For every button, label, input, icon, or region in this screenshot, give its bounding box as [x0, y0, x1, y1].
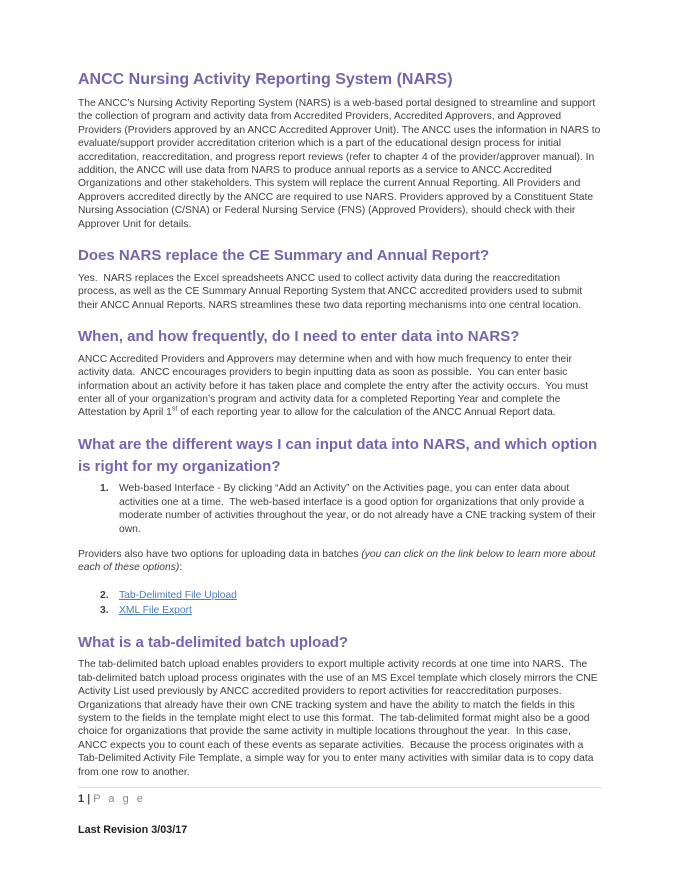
section-title-when: When, and how frequently, do I need to enter data into NARS?: [78, 328, 520, 346]
xml-file-export-link[interactable]: XML File Export: [119, 605, 192, 617]
list-item-tab-delimited: [78, 589, 601, 602]
list-number-1: 1.: [100, 483, 109, 495]
list-item-1-text: Web-based Interface - By clicking “Add an Activity” on the Activities page, you can enter data about activities one at a time. The web-based interface is a good option for organizations that only provide a moderate number of activities throughout the year, or do not already have a CNE tracking system of their own.: [119, 483, 599, 535]
page-word: P a g e: [93, 793, 146, 805]
doc-title: ANCC Nursing Activity Reporting System (NARS): [78, 71, 453, 88]
list-item-web-based: [78, 482, 601, 536]
batch-options-italic-note: (you can click on the link below to learn more about each of these options): [78, 548, 599, 574]
list-item-xml-export: [78, 604, 601, 617]
footer-divider: [78, 787, 601, 788]
batch-options-text: Providers also have two options for uploading data in batches: [78, 548, 362, 560]
footer-separator: |: [87, 793, 91, 805]
section-title-tab-delimited: What is a tab-delimited batch upload?: [78, 633, 349, 651]
intro-paragraph: The ANCC’s Nursing Activity Reporting System (NARS) is a web-based portal designed to streamline and support the collection of program and activity data from Accredited Providers, Accredited Approvers, and Approved Providers (Providers approved by an ANCC Accredited Approver Unit). The ANCC uses the information in NARS to evaluate/support provider accreditation criterion which is a part of the educational design process for initial accreditation, reaccreditation, and progress report reviews (refer to chapter 4 of the provider/approver manual). In addition, the ANCC will use data from NARS to produce annual reports as a service to ANCC Accredited Organizations and other stakeholders. This system will replace the current Annual Reporting. All Providers and Approvers accredited directly by the ANCC are required to use NARS. Providers approved by a Constituent State Nursing Association (C/SNA) or Federal Nursing Service (FNS) (Approved Providers), should check with their Approver Unit for details.: [78, 98, 604, 230]
when-paragraph-text-after: of each reporting year to allow for the calculation of the ANCC Annual Report data.: [177, 407, 556, 419]
ce-summary-paragraph: Yes. NARS replaces the Excel spreadsheets ANCC used to collect activity data during the reaccreditation process, as well as the CE Summary Annual Reporting System that ANCC accredited providers used to submit their ANCC Annual Reports. NARS streamlines these two data reporting mechanisms into one central location.: [78, 272, 586, 311]
when-paragraph-text: ANCC Accredited Providers and Approvers may determine when and with how much frequency to enter their activity data. ANCC encourages providers to begin inputting data as soon as possible. You can enter basic information about an activity before it has taken place and complete the entry after the activity occurs. You must enter all of your organization’s program and activity data for a completed Reporting Year and complete the Attestation by April 1: [78, 353, 591, 419]
page-number-footer: [78, 793, 145, 805]
tab-delimited-paragraph: The tab-delimited batch upload enables providers to export multiple activity records at one time into NARS. The tab-delimited batch upload process originates with the use of an MS Excel template which closely mirrors the CNE Activity List used previously by ANCC accredited providers to report activities for reaccreditation purposes. Organizations that already have their own CNE tracking system and have the ability to match the fields in this system to the fields in the template might elect to use this format. The tab-delimited format might also be a good choice for organizations that provide the same activity in multiple locations throughout the year. In this case, ANCC expects you to count each of these events as separate activities. Because the process originates with a Tab-Delimited Activity File Template, a simple way for you to enter many activities with similar data is to copy data from one row to another.: [78, 659, 600, 778]
tab-delimited-file-upload-link[interactable]: Tab-Delimited File Upload: [119, 589, 237, 601]
list-number-3: 3.: [100, 605, 109, 617]
batch-options-colon: :: [179, 562, 183, 574]
section-title-ce-summary: Does NARS replace the CE Summary and Annual Report?: [78, 247, 490, 265]
page-number: 1: [78, 793, 85, 805]
batch-options-paragraph: [78, 548, 601, 575]
last-revision-text: Last Revision 3/03/17: [78, 824, 188, 836]
section-title-input-ways: What are the different ways I can input data into NARS, and which option is right for my organization?: [78, 435, 598, 475]
when-paragraph: [78, 353, 601, 420]
list-number-2: 2.: [100, 589, 109, 601]
superscript-st: st: [171, 405, 178, 413]
